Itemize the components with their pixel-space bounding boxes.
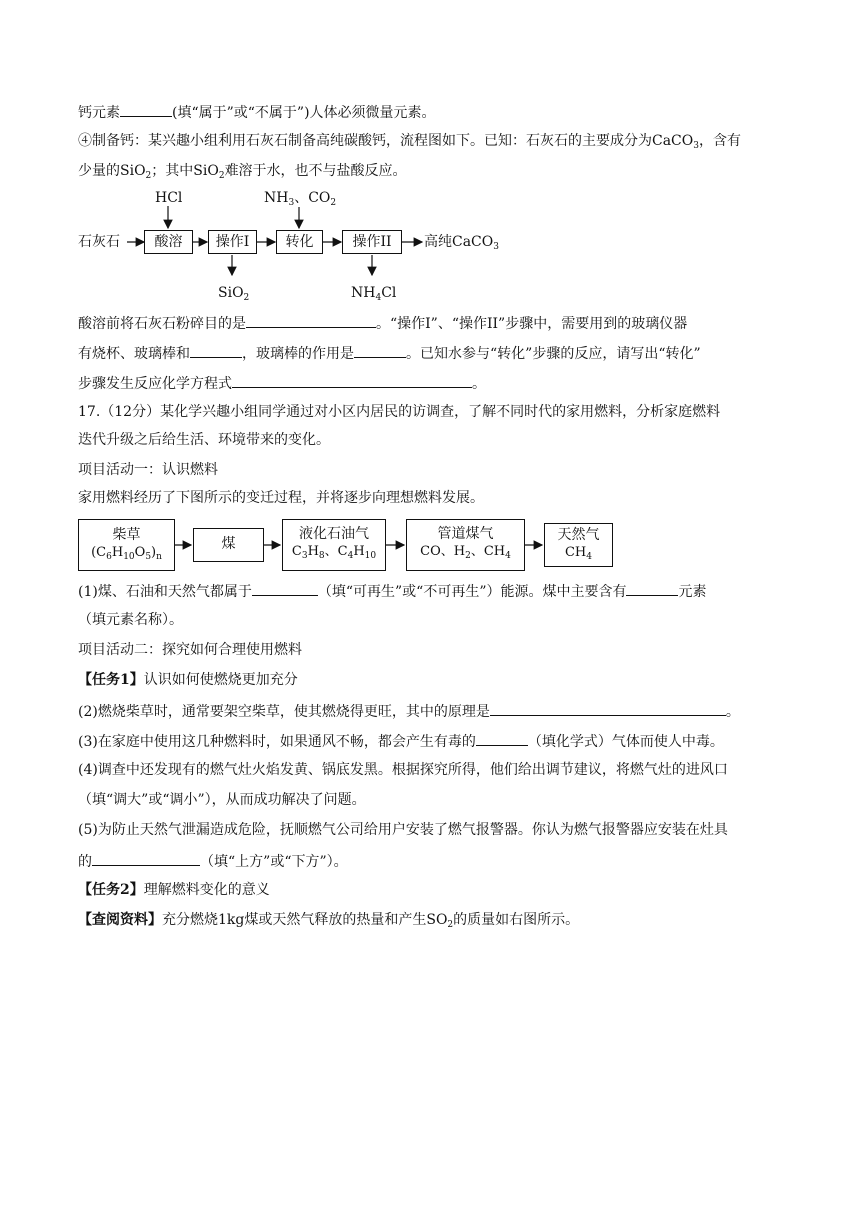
flow-input-hcl: HCl <box>155 190 183 206</box>
answer-blank[interactable] <box>92 850 200 866</box>
text: ；其中SiO <box>151 163 219 179</box>
fuel-formula: $C_3H_8$、$C_4H_{10}$ <box>291 544 377 561</box>
text: NH <box>351 285 376 301</box>
reference-tag: 【查阅资料】 <box>78 912 162 928</box>
task-1-heading <box>78 670 298 690</box>
text: 步骤发生反应化学方程式 <box>78 376 232 392</box>
task-tag: 【任务2】 <box>78 882 144 898</box>
question-1-line-1 <box>78 580 706 602</box>
text: 。 <box>725 704 740 720</box>
activity-1-description: 家用燃料经历了下图所示的变迁过程，并将逐步向理想燃料发展。 <box>78 490 484 506</box>
text: （填“上方”或“下方”）。 <box>200 854 348 870</box>
question-17-line-2: 迭代升级之后给生活、环境带来的变化。 <box>78 432 330 448</box>
subscript: 4 <box>375 293 382 303</box>
question-1-line-2: （填元素名称）。 <box>78 612 183 628</box>
text: 的质量如右图所示。 <box>453 912 580 928</box>
subscript: 2 <box>447 920 454 930</box>
text: 、CO <box>294 190 331 206</box>
question-5-line-2 <box>78 850 348 872</box>
text: ④制备钙：某兴趣小组利用石灰石制备高纯碳酸钙，流程图如下。已知：石灰石的主要成分为CaCO <box>78 133 694 149</box>
text: SiO <box>218 285 244 301</box>
subscript: 3 <box>288 198 295 208</box>
task-2-heading <box>78 880 270 900</box>
text: 少量的SiO <box>78 163 146 179</box>
text: Cl <box>381 285 397 301</box>
text: 。已知水参与“转化”步骤的反应，请写出“转化” <box>406 346 701 362</box>
flow-step-operation-1: 操作I <box>208 230 257 254</box>
flow-step-conversion: 转化 <box>276 230 323 254</box>
subscript: 3 <box>693 141 699 151</box>
fuel-formula: CO、$H_2$、$CH_4$ <box>420 544 511 561</box>
question-5-line-1: (5)为防止天然气泄漏造成危险，抚顺燃气公司给用户安装了燃气报警器。你认为燃气报警器应安装在灶具 <box>78 822 728 838</box>
text: 元素 <box>678 584 707 600</box>
fuel-formula: $(C_6H_{10}O_5)_n$ <box>91 545 162 562</box>
flow-start-label: 石灰石 <box>78 234 120 250</box>
text: 难溶于水，也不与盐酸反应。 <box>224 163 407 179</box>
reference-line <box>78 910 579 930</box>
answer-blank[interactable] <box>476 730 528 746</box>
subscript: 3 <box>493 242 499 252</box>
fuel-box-natural-gas <box>544 523 613 567</box>
fuel-name: 柴草 <box>112 527 141 543</box>
activity-1-heading: 项目活动一：认识燃料 <box>78 462 218 478</box>
text: (1)煤、石油和天然气都属于 <box>78 584 252 600</box>
question-4-line-1: (4)调查中还发现有的燃气灶火焰发黄、锅底发黑。根据探究所得，他们给出调节建议，将燃气灶的进风口 <box>78 762 728 778</box>
text: (3)在家庭中使用这几种燃料时，如果通风不畅，都会产生有毒的 <box>78 734 476 750</box>
subscript: 2 <box>218 171 225 181</box>
text: 酸溶前将石灰石粉碎目的是 <box>78 316 246 332</box>
answer-blank[interactable] <box>252 580 318 596</box>
fuel-formula: $CH_4$ <box>564 545 593 562</box>
fuel-box-firewood <box>78 519 175 571</box>
answer-blank[interactable] <box>490 700 726 716</box>
fuel-arrows <box>0 0 860 600</box>
question-2 <box>78 700 740 722</box>
text: 有烧杯、玻璃棒和 <box>78 346 190 362</box>
fuel-name: 煤 <box>221 536 236 552</box>
fuel-box-pipeline-gas <box>406 519 525 571</box>
text: 认识如何使燃烧更加充分 <box>143 672 298 688</box>
fuel-name: 液化石油气 <box>299 526 369 542</box>
fuel-name: 天然气 <box>557 527 600 543</box>
activity-2-heading: 项目活动二：探究如何合理使用燃料 <box>78 642 302 658</box>
text: （填化学式）气体而使人中毒。 <box>527 734 724 750</box>
flow-step-operation-2: 操作II <box>342 230 402 254</box>
question-4-line-2: （填“调大”或“调小”），从而成功解决了问题。 <box>78 792 366 808</box>
text: (2)燃烧柴草时，通常要架空柴草，使其燃烧得更旺，其中的原理是 <box>78 704 490 720</box>
text: 理解燃料变化的意义 <box>143 882 270 898</box>
text: 的 <box>78 854 92 870</box>
subscript: 2 <box>243 293 250 303</box>
text: ，玻璃棒的作用是 <box>242 346 354 362</box>
text: 。 <box>472 376 486 392</box>
text: 高纯CaCO <box>424 234 494 250</box>
subscript: 2 <box>330 198 337 208</box>
fuel-box-coal <box>193 528 264 562</box>
text: (填“属于”或“不属于”)人体必须微量元素。 <box>172 105 436 121</box>
text: NH <box>264 190 289 206</box>
text: 充分燃烧1kg煤或天然气释放的热量和产生SO <box>162 912 448 928</box>
text: （填“可再生”或“不可再生”）能源。煤中主要含有 <box>317 584 627 600</box>
question-3 <box>78 730 724 752</box>
text: ，含有 <box>698 133 741 149</box>
text: 钙元素 <box>78 105 120 121</box>
flow-step-acid-dissolve: 酸溶 <box>144 230 193 254</box>
subscript: 2 <box>145 171 152 181</box>
fuel-box-lpg <box>282 519 386 571</box>
text: 。“操作I”、“操作II”步骤中，需要用到的玻璃仪器 <box>376 316 688 332</box>
task-tag: 【任务1】 <box>78 672 144 688</box>
fuel-name: 管道煤气 <box>437 526 494 542</box>
answer-blank[interactable] <box>626 580 678 596</box>
question-17-line-1: 17.（12分）某化学兴趣小组同学通过对小区内居民的访调查，了解不同时代的家用燃料，分析家庭燃料 <box>78 404 721 420</box>
